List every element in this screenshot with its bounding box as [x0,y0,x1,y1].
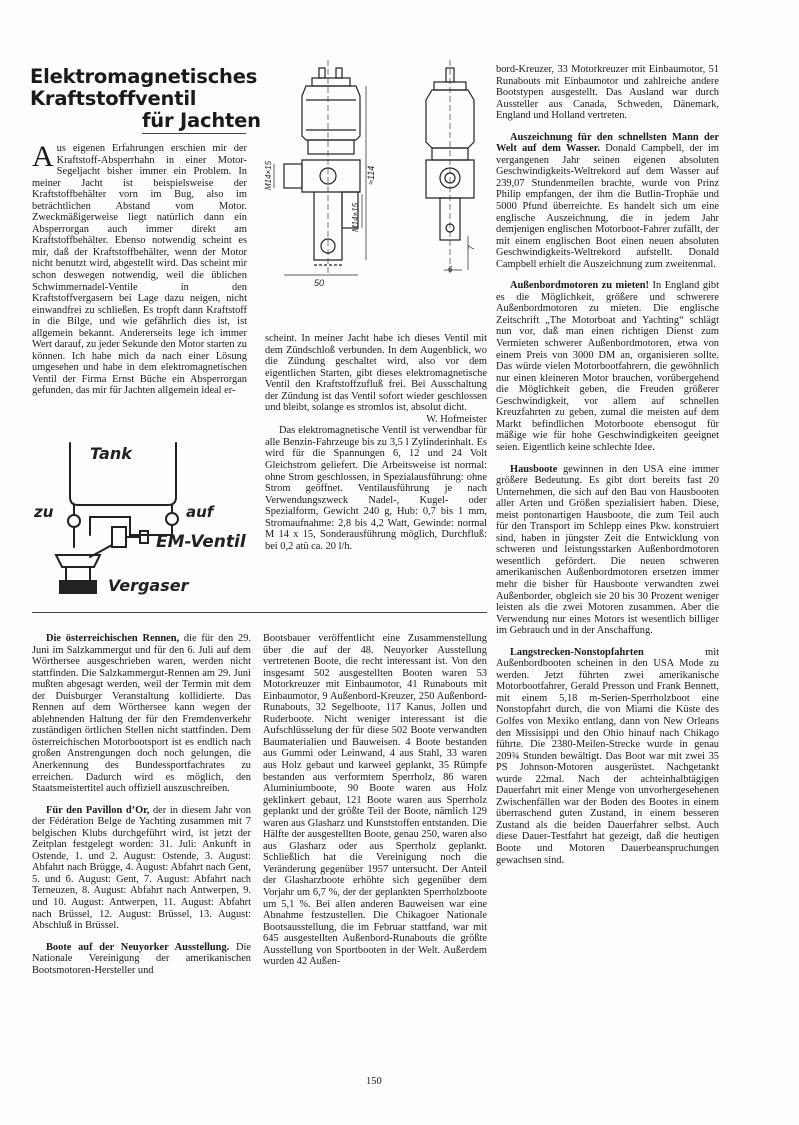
newyork-show-text: Die Nationale Vereinigung der amerikanischen Bootsmotoren-Hersteller und [32,941,251,976]
label-em-ventil: EM-Ventil [156,532,246,552]
section-divider [32,612,487,613]
title-line-2: Kraftstoffventil [30,87,197,110]
dimension-50: 50 [314,278,325,288]
dimension-lines [274,86,366,275]
outboard-rental-item [496,280,719,453]
austrian-races-item [32,633,251,795]
right-intro-paragraph: bord-Kreuzer, 33 Motorkreuzer mit Einbaumotor, 51 Runabouts mit Einbaumotor und zahlreiche andere Bootstypen ausgestellt. Das Ausland war durch Aussteller aus Canada, Schweden, Dänemark, England und Holland vertreten. [496,64,719,122]
label-tank: Tank [90,444,132,463]
dimension-m14-left: M14×15 [264,160,273,190]
nonstop-item [496,647,719,866]
dimension-m14-right: M14×15 [351,202,360,232]
news-column-right [496,64,719,1094]
article-column-1 [32,143,247,433]
fuel-system-schematic [30,435,258,603]
label-vergaser: Vergaser [108,576,189,595]
campbell-item [496,132,719,271]
label-auf: auf [186,503,214,521]
outboard-rental-text: In England gibt es die Möglichkeit, größere und schwerere Außenbordmotoren zu mieten. Die englische Zeitschrift „The Motorboat and Yachting“ schlägt nun vor, daß man einen richtigen Dienst zum Vermieten schwerer Außenbordmotoren, etwa von einem Preis von 3000 DM an, organisieren sollte. Das würde vielen Motorbootfahrern, die gewöhnlich nur einen kleineren Motor brauchen, vorübergehend die Möglichkeit geben, die Freuden größerer Geschwindigkeit, vor allem auf schnellen Kreuzfahrten zu geben, zumal die meisten auf dem Markt befindlichen Motorboote ebensogut für mäßige wie für hohe Geschwindigkeiten geeignet seien. Eigentlich keine schlechte Idee. [496,280,719,453]
page-number: 150 [366,1076,382,1087]
drop-cap: A [32,143,54,173]
dimension-6: 6 [448,265,453,274]
nonstop-text: mit Außenbordbooten scheinen in den USA Mode zu werden. Jetzt führten zwei amerikanische Motorbootfahrer, Gerald Presson und Frank Bennett, mit einem 5,18 m-Serien-Sperrholzboot eine Nonstopfahrt durch, die von Miami die Küste des Golfes von Mexiko entlang, dann von New Orleans den Missisippi und den Ohio hinauf nach Chikago führte. Die 2380-Meilen-Strecke wurde in genau 209¾ Stunden bewältigt. Das Boot war mit zwei 35 PS Johnson-Motoren ausgerüstet. Nachgetankt wurde 22mal. Nach der achteinhalbtägigen Dauerfahrt mit einer Menge von unvorhergesehenen Zwischenfällen war der Boden des Bootes in einem überraschend guten Zustand, in einem besseren Zustand als die beiden Dauerfahrer selbst. Auch diese Dauer-Testfahrt hat gezeigt, daß die heutigen Boote und Motoren Dauerbeanspruchungen gewachsen sind. [496,646,719,866]
austrian-races-heading: Die österreichischen Rennen, [46,633,180,644]
outboard-rental-heading: Außenbordmotoren zu mieten! [510,280,650,292]
dimension-7: 7 [467,245,476,250]
newyork-show-item [32,942,251,977]
pavillon-text: der in diesem Jahr von der Fédération Belge de Yachting zusammen mit 7 belgischen Klubs durchgeführt wird, ist jetzt der Zeitplan festgelegt worden: 31. Juli: Ankunft in Ostende, 1. und 2. August: Ostende, 3. August: Abfahrt nach Brügge, 4. August: Abfahrt nach Gent, 5. und 6. August: Gent, 7. August: Abfahrt nach Terneuzen, 8. August: Abfahrt nach Antwerpen, 9. und 10. August: Antwerpen, 11. August: Abfahrt nach Brüssel, 12. August: Brüssel, 13. August: Abschluß in Brüssel. [32,804,251,932]
news-column-lower-left [32,633,251,1073]
article-col2-paragraph-2: Das elektromagnetische Ventil ist verwendbar für alle Benzin-Fahrzeuge bis zu 3,5 l Zylinderinhalt. Es wird für die Spannungen 6, 12 und 24 Volt Gleichstrom geliefert. Die Arbeitsweise ist normal: ohne Strom geschlossen, in Spezialausführung: ohne Strom geöffnet. Ventilausführung je nach Verwendungszweck Nadel-, Kugel- oder Spezialform, Gewicht 240 g, Hub: 0,7 bis 1 mm, Stromaufnahme: 2,8 bis 4,2 Watt, Gewinde: normal M 14 x 15, Sonderausführung möglich, Durchfluß: bei 0,2 atü ca. 20 l/h. [265,425,487,552]
article-title [30,66,265,132]
valve-side-view [284,60,360,275]
article-intro-text: us eigenen Erfahrungen erschien mir der Kraftstoff-Absperrhahn in einer Motor-Segeljacht bisher immer ein Problem. In meiner Jacht ist beispielsweise der Kraftstoffbehälter vorn im Bug, also im beträchtlichen Abstand vom Motor. Zweckmäßigerweise liegt natürlich dann ein Absperrorgan auch immer direkt am Kraftstoffbehälter. Ebenso notwendig scheint es mir, daß der Kraftstoffbehälter, wenn der Motor nicht benutzt wird, abgestellt wird. Das scheint mir schon deswegen notwendig, weil die üblichen Schwimmernadel-Ventile in den Kraftstoffvergasern bei Lage dazu neigen, nicht einwandfrei zu schließen. Es tropft dann Kraftstoff in die Bilge, und wie gefährlich dies ist, ist allgemein bekannt. Andererseits lege ich immer Wert darauf, zu jeder Sekunde den Motor starten zu können. Ich habe mich da nach einer Lösung umgesehen und habe in dem elektromagnetischen Ventil der Firma Ernst Büche ein Absperrorgan gefunden, das mir für Jachten allgemein ideal er- [32,143,247,397]
campbell-text: Donald Campbell, der im vergangenen Jahr seinen eigenen absoluten Geschwindigkeits-Weltrekord auf dem Wasser auf 239,07 Stundenmeilen brachte, wurde von Prinz Philip empfangen, der ihm die Butlin-Trophäe und 5000 Pfund überreichte. Es handelt sich um eine englische Auszeichnung, die in jedem Jahr demjenigen englischen Motorboot-Fahrer zufällt, der mit einem englischen Boot einen neuen absoluten Geschwindigkeits-Weltrekord aufstellt. Donald Campbell erhielt die Auszeichnung zum zweitenmal. [496,143,719,270]
title-line-3: für Jachten [142,109,261,132]
title-line-1: Elektromagnetisches [30,65,258,88]
article-column-2 [265,333,487,603]
pavillon-heading: Für den Pavillon d’Or, [46,804,150,816]
houseboat-text: gewinnen in den USA eine immer größere Bedeutung. Es gibt dort bereits fast 20 Unternehmen, die sich auf den Bau von Hausbooten aller Arten und Größen spezialisiert haben. Diese, meist pontonartigen Hausboote, die zum Teil auch für den Transport im Schlepp eines Pkw. konstruiert sind, haben in jüngster Zeit die Entwicklung von schweren und leistungsstarken Außenbordmotoren wesentlich gefördert. Die neuen schweren amerikanischen Außenbordmotoren ersetzen immer mehr die bisher für Hausboote verwandten zwei Außenborder, obgleich sie 20 bis 30 Prozent weniger leisten als die zwei Motoren zusammen. Aber die Verwendung nur eines Motors ist wesentlich billiger im Gebrauch und in der Anschaffung. [496,463,719,637]
dimension-114: ≈114 [366,165,376,185]
title-underline [142,133,246,134]
newyork-show-heading: Boote auf der Neuyorker Ausstellung. [46,941,230,953]
newyork-show-continued: Bootsbauer veröffentlicht eine Zusammenstellung über die auf der 48. Neuyorker Ausstellung vertretenen Boote, die recht interessant ist. Von den insgesamt 502 ausgestellten Booten waren 53 Motorkreuzer mit Einbaumotor, 41 Runabouts mit Einbaumotor, 9 Außenbord-Kreuzer, 250 Außenbord-Runabouts, 32 Segelboote, 117 Kanus, Jollen und Ruderboote. Nicht weniger interessant ist die Aufschlüsselung der für diese 502 Boote verwandten Baumaterialien und Bauweisen. 4 Boote bestanden aus Gummi oder Leinwand, 4 aus Stahl, 33 waren aus Holz gebaut und karweel geplankt, 35 Rümpfe bestanden aus verformtem Sperrholz, 86 waren Aluminiumboote, 90 Boote waren aus Holz geklinkert gebaut, 121 Boote waren aus Sperrholz geplankt und der größte Teil der Boote, nämlich 129 waren aus Glasharz und Kunststoffen entstanden. Die Hälfte der ausgestellten Boote, genau 250, waren also aus Glasharz oder aus Sperrholz geplankt. Schließlich hat die Vereinigung noch die Veränderung gegenüber 1957 untersucht. Der Anteil der Glasharzboote erhöhte sich gegenüber dem Vorjahr um 6,7 %, der der geplankten Sperrholzboote um 5,1 %. Bei allen anderen Bauweisen war eine Abnahme festzustellen. Die Chikagoer Nationale Bootsausstellung, die im Februar stattfand, war mit 645 ausgestellten Außenbord-Runabouts die größte Ausstellung von Sportbooten in der Welt. Außerdem wurden 42 Außen- [263,633,487,968]
houseboat-item [496,464,719,637]
pavillon-item [32,805,251,932]
houseboat-heading: Hausboote [510,463,558,475]
valve-front-view [426,60,474,275]
article-signature: W. Hofmeister [426,413,487,425]
austrian-races-text: die für den 29. Juni im Salzkammergut und für den 6. Juli auf dem Wörthersee ausgeschrieben waren, werden nicht stattfinden. Die Salzkammergut-Rennen am 29. Juni mußten abgesagt werden, weil der Termin mit dem der Duisburger Veranstaltung kollidierte. Das Rennen auf dem Wörthersee kann wegen der ablehnenden Haltung der für den Fremdenverkehr zuständigen örtlichen Stellen nicht stattfinden. Dem österreichischen Motorbootsport ist es endlich nach großen Anstrengungen doch noch gelungen, die Anerkennung des Bundessportfachrates zu erreichen. Dadurch wird es möglich, den Staatsmeistertitel auch offiziell auszuschreiben. [32,633,251,795]
label-zu: zu [34,503,54,521]
article-col2-paragraph-1: scheint. In meiner Jacht habe ich dieses Ventil mit dem Zündschloß verbunden. In dem Augenblick, wo die Zündung geschaltet wird, also vor dem eigentlichen Starten, gibt dieses elektromagnetische Ventil den Kraftstoffzufluß frei. Bei Ausschaltung der Zündung ist das Ventil sofort wieder geschlossen und bleibt, solange es stromlos ist, absolut dicht. [265,333,487,414]
valve-technical-drawing [262,60,500,342]
news-column-lower-middle [263,633,487,1073]
nonstop-heading: Langstrecken-Nonstopfahrten [510,646,644,658]
campbell-heading: Auszeichnung für den schnellsten Mann der Welt auf dem Wasser. [496,131,719,155]
